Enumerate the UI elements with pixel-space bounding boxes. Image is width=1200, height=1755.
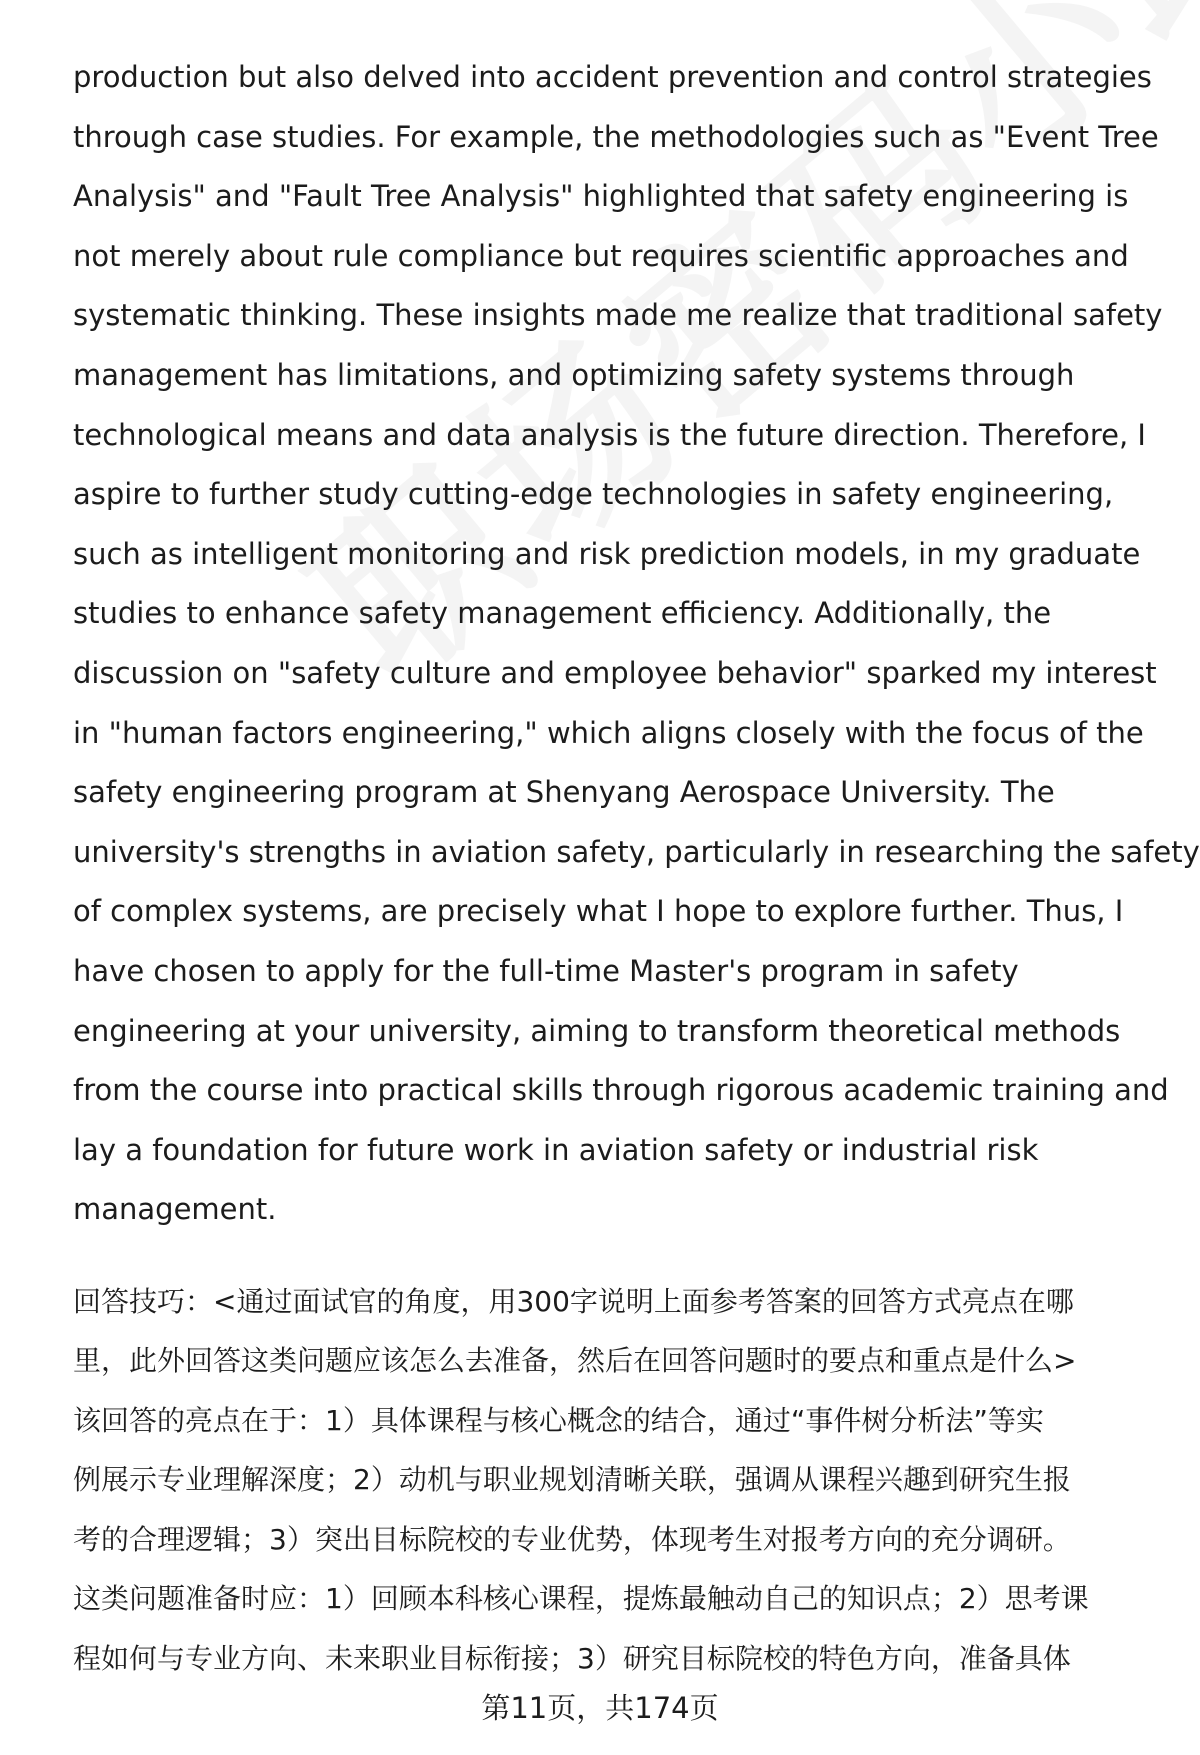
answer-line: aspire to further study cutting-edge technologies in safety engineering,: [73, 477, 1114, 512]
page-number: 第11页，共174页: [481, 1691, 719, 1725]
answer-line: engineering at your university, aiming to transform theoretical methods: [73, 1013, 1121, 1048]
answer-line: management.: [73, 1192, 277, 1227]
tips-line: 考的合理逻辑；3）突出目标院校的专业优势，体现考生对报考方向的充分调研。: [73, 1522, 1071, 1556]
answer-line: in "human factors engineering," which aligns closely with the focus of the: [73, 715, 1144, 750]
answer-line: discussion on "safety culture and employee behavior" sparked my interest: [73, 655, 1157, 690]
answer-paragraph: [73, 48, 1200, 1240]
answer-line: university's strengths in aviation safety, particularly in researching the safety: [73, 834, 1200, 869]
answer-line: production but also delved into accident prevention and control strategies: [73, 60, 1152, 94]
tips-line: 这类问题准备时应：1）回顾本科核心课程，提炼最触动自己的知识点；2）思考课: [73, 1582, 1089, 1616]
page-content: [73, 48, 1200, 1688]
tips-line: 例展示专业理解深度；2）动机与职业规划清晰关联，强调从课程兴趣到研究生报: [73, 1463, 1071, 1497]
answer-line: studies to enhance safety management efficiency. Additionally, the: [73, 596, 1052, 631]
answer-line: such as intelligent monitoring and risk prediction models, in my graduate: [73, 536, 1141, 571]
tips-line: 里，此外回答这类问题应该怎么去准备，然后在回答问题时的要点和重点是什么>: [73, 1344, 1077, 1378]
answer-line: have chosen to apply for the full-time Master's program in safety: [73, 953, 1019, 988]
answer-line: not merely about rule compliance but requires scientific approaches and: [73, 238, 1129, 273]
tips-line: 回答技巧：<通过面试官的角度，用300字说明上面参考答案的回答方式亮点在哪: [73, 1284, 1074, 1318]
tips-line: 程如何与专业方向、未来职业目标衔接；3）研究目标院校的特色方向，准备具体: [73, 1641, 1071, 1675]
answer-line: of complex systems, are precisely what I hope to explore further. Thus, I: [73, 894, 1124, 929]
answer-line: Analysis" and "Fault Tree Analysis" highlighted that safety engineering is: [73, 179, 1129, 214]
tips-paragraph: [73, 1272, 1163, 1689]
answer-line: systematic thinking. These insights made me realize that traditional safety: [73, 298, 1163, 333]
answer-line: through case studies. For example, the methodologies such as "Event Tree: [73, 119, 1159, 154]
answer-line: from the course into practical skills through rigorous academic training and: [73, 1073, 1169, 1108]
answer-line: safety engineering program at Shenyang Aerospace University. The: [73, 775, 1055, 810]
answer-line: lay a foundation for future work in aviation safety or industrial risk: [73, 1132, 1039, 1167]
answer-line: technological means and data analysis is the future direction. Therefore, I: [73, 417, 1146, 452]
answer-line: management has limitations, and optimizing safety systems through: [73, 357, 1075, 392]
tips-line: 该回答的亮点在于：1）具体课程与核心概念的结合，通过“事件树分析法”等实: [73, 1403, 1044, 1437]
